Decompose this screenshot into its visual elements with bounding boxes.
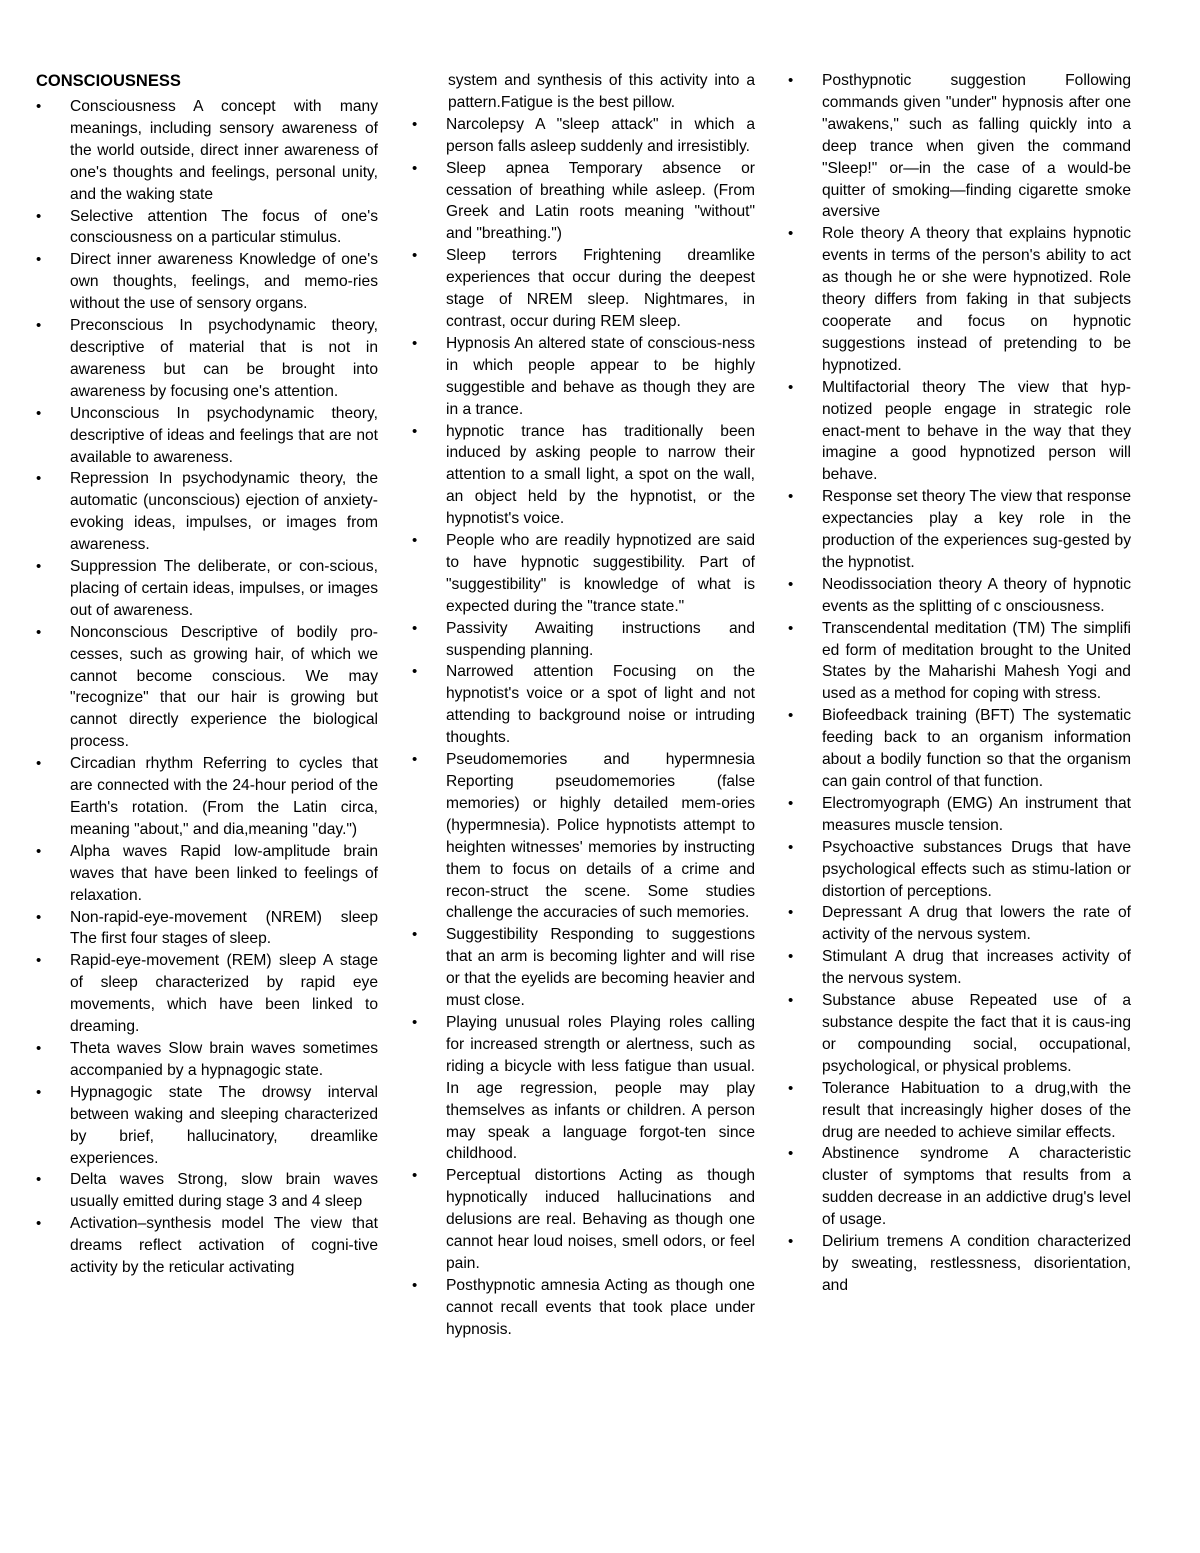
term-list bbox=[34, 96, 378, 1279]
list-item: • Rapid-eye-movement (REM) sleep A stage of sleep characterized by rapid eye movements, which have been linked to dreaming. bbox=[34, 950, 378, 1038]
list-item: • Stimulant A drug that increases activity of the nervous system. bbox=[786, 946, 1131, 990]
list-item: • Circadian rhythm Referring to cycles that are connected with the 24-hour period of the Earth's rotation. (From the Latin circa, meaning "about," and dia,meaning "day.") bbox=[34, 753, 378, 841]
list-item: • Perceptual distortions Acting as though hypnotically induced hallucinations and delusions are real. Behaving as though one cannot hear loud noises, smell odors, or feel pain. bbox=[410, 1165, 755, 1275]
list-item: • Playing unusual roles Playing roles calling for increased strength or alertness, such as riding a bicycle with less fatigue than usual. In age regression, people may play themselves as infants or children. A person may speak a language forgot-ten since childhood. bbox=[410, 1012, 755, 1165]
list-item: • Delirium tremens A condition characterized by sweating, restlessness, disorientation, and bbox=[786, 1231, 1131, 1297]
list-item: • Substance abuse Repeated use of a substance despite the fact that it is caus-ing or compounding social, occupational, psychological, or physical problems. bbox=[786, 990, 1131, 1078]
list-item: • Selective attention The focus of one's consciousness on a particular stimulus. bbox=[34, 206, 378, 250]
list-item: • People who are readily hypnotized are said to have hypnotic suggestibility. Part of "suggestibility" is knowledge of what is expected during the "trance state." bbox=[410, 530, 755, 618]
list-item: • Suppression The deliberate, or con-scious, placing of certain ideas, impulses, or images out of awareness. bbox=[34, 556, 378, 622]
column-3 bbox=[786, 70, 1131, 1297]
list-item: • Posthypnotic amnesia Acting as though one cannot recall events that took place under hypnosis. bbox=[410, 1275, 755, 1341]
list-item: • Response set theory The view that response expectancies play a key role in the production of the experiences sug-gested by the hypnotist. bbox=[786, 486, 1131, 574]
list-item: • Posthypnotic suggestion Following commands given "under" hypnosis after one "awakens," such as falling quickly into a deep trance when given the command "Sleep!" or—in the case of a would-be quitter of smoking—finding cigarette smoke aversive bbox=[786, 70, 1131, 223]
list-item: • Narrowed attention Focusing on the hypnotist's voice or a spot of light and not attending to background noise or intruding thoughts. bbox=[410, 661, 755, 749]
list-item: • Sleep apnea Temporary absence or cessation of breathing while asleep. (From Greek and Latin roots meaning "without" and "breathing.") bbox=[410, 158, 755, 246]
list-item: • Abstinence syndrome A characteristic cluster of symptoms that results from a sudden decrease in an addictive drug's level of usage. bbox=[786, 1143, 1131, 1231]
list-item: • Depressant A drug that lowers the rate of activity of the nervous system. bbox=[786, 902, 1131, 946]
list-item: • Hypnosis An altered state of conscious-ness in which people appear to be highly suggestible and behave as though they are in a trance. bbox=[410, 333, 755, 421]
list-item: • Passivity Awaiting instructions and suspending planning. bbox=[410, 618, 755, 662]
list-item: • Alpha waves Rapid low-amplitude brain waves that have been linked to feelings of relaxation. bbox=[34, 841, 378, 907]
list-item: • Preconscious In psychodynamic theory, descriptive of material that is not in awareness but can be brought into awareness by focusing one's attention. bbox=[34, 315, 378, 403]
list-item: • Sleep terrors Frightening dreamlike experiences that occur during the deepest stage of NREM sleep. Nightmares, in contrast, occur during REM sleep. bbox=[410, 245, 755, 333]
list-item: • hypnotic trance has traditionally been induced by asking people to narrow their attention to a small light, a spot on the wall, an object held by the hypnotist, or the hypnotist's voice. bbox=[410, 421, 755, 531]
list-item: • Theta waves Slow brain waves sometimes accompanied by a hypnagogic state. bbox=[34, 1038, 378, 1082]
list-item: • Biofeedback training (BFT) The systematic feeding back to an organism information about a bodily function so that the organism can gain control of that function. bbox=[786, 705, 1131, 793]
list-item: • Hypnagogic state The drowsy interval between waking and sleeping characterized by brief, hallucinatory, dreamlike experiences. bbox=[34, 1082, 378, 1170]
list-item: • Tolerance Habituation to a drug,with the result that increasingly higher doses of the drug are needed to achieve similar effects. bbox=[786, 1078, 1131, 1144]
list-item: • Nonconscious Descriptive of bodily pro-cesses, such as growing hair, of which we cannot become conscious. We may "recognize" that our hair is growing but cannot directly experience the biological process. bbox=[34, 622, 378, 753]
list-item: • Pseudomemories and hypermnesia Reporting pseudomemories (false memories) or highly detailed mem-ories (hypermnesia). Police hypnotists attempt to heighten witnesses' memories by instructing them to focus on details of a crime and recon-struct the scene. Some studies challenge the accuracies of such memories. bbox=[410, 749, 755, 924]
list-item: • Non-rapid-eye-movement (NREM) sleep The first four stages of sleep. bbox=[34, 907, 378, 951]
list-item: • Repression In psychodynamic theory, the automatic (unconscious) ejection of anxiety-evoking ideas, impulses, or images from awareness. bbox=[34, 468, 378, 556]
list-item: • Consciousness A concept with many meanings, including sensory awareness of the world outside, direct inner awareness of one's thoughts and feelings, personal unity, and the waking state bbox=[34, 96, 378, 206]
list-item: • Delta waves Strong, slow brain waves usually emitted during stage 3 and 4 sleep bbox=[34, 1169, 378, 1213]
term-list bbox=[410, 114, 755, 1341]
list-item: • Multifactorial theory The view that hyp-notized people engage in strategic role enact-ment to behave in the way that they imagine a good hypnotized person will behave. bbox=[786, 377, 1131, 487]
list-item: • Transcendental meditation (TM) The simplifi ed form of meditation brought to the United States by the Maharishi Mahesh Yogi and used as a method for coping with stress. bbox=[786, 618, 1131, 706]
list-item: • Unconscious In psychodynamic theory, descriptive of ideas and feelings that are not available to awareness. bbox=[34, 403, 378, 469]
term-list bbox=[786, 70, 1131, 1297]
column-2 bbox=[410, 70, 755, 1341]
list-item: • Psychoactive substances Drugs that have psychological effects such as stimu-lation or distortion of perceptions. bbox=[786, 837, 1131, 903]
list-item: • Electromyograph (EMG) An instrument that measures muscle tension. bbox=[786, 793, 1131, 837]
list-item: • Role theory A theory that explains hypnotic events in terms of the person's ability to act as though he or she were hypnotized. Role theory differs from faking in that subjects cooperate and focus on hypnotic suggestions instead of pretending to be hypnotized. bbox=[786, 223, 1131, 376]
list-item: • Direct inner awareness Knowledge of one's own thoughts, feelings, and memo-ries without the use of sensory organs. bbox=[34, 249, 378, 315]
list-item: • Narcolepsy A "sleep attack" in which a person falls asleep suddenly and irresistibly. bbox=[410, 114, 755, 158]
column-1 bbox=[34, 70, 378, 1279]
page-title: CONSCIOUSNESS bbox=[36, 72, 181, 90]
list-item: • Neodissociation theory A theory of hypnotic events as the splitting of c onsciousness. bbox=[786, 574, 1131, 618]
continued-text: system and synthesis of this activity into a pattern.Fatigue is the best pillow. bbox=[448, 72, 755, 111]
list-item: • Suggestibility Responding to suggestions that an arm is becoming lighter and will rise or that the eyelids are becoming heavier and must close. bbox=[410, 924, 755, 1012]
list-item: • Activation–synthesis model The view that dreams reflect activation of cogni-tive activity by the reticular activating bbox=[34, 1213, 378, 1279]
